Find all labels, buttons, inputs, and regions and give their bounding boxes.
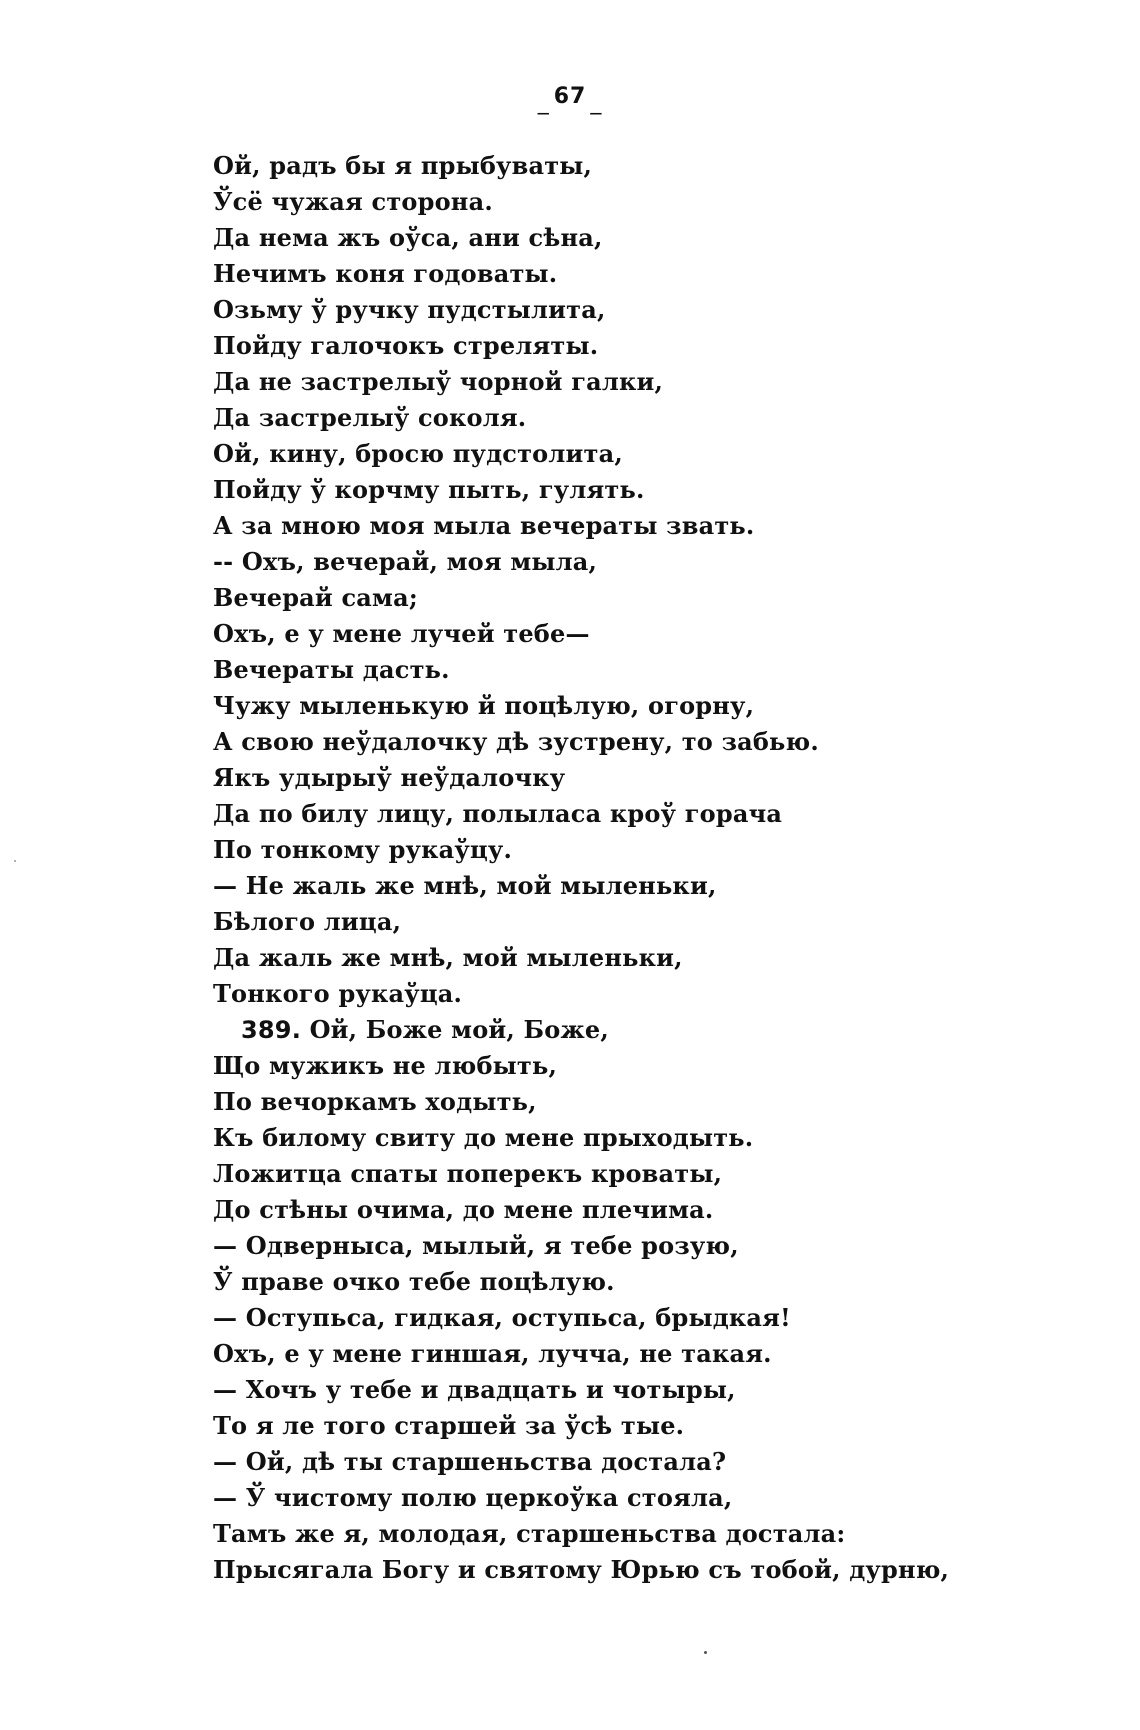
poem-text [213, 148, 1093, 1588]
poem-line: Що мужикъ не любыть, [213, 1051, 558, 1080]
poem-line: Бѣлого лица, [213, 907, 402, 936]
poem-line: Да нема жъ оўса, ани сѣна, [213, 223, 603, 252]
poem-line: Да не застрелыў чорной галки, [213, 367, 664, 396]
page-number-value: 67 [553, 84, 587, 109]
poem-line: Ой, кину, бросю пудстолита, [213, 439, 623, 468]
poem-line: -- Охъ, вечерай, моя мыла, [213, 547, 598, 576]
poem-line: То я ле того старшей за ўсѣ тые. [213, 1411, 685, 1440]
paper-speck [14, 860, 16, 862]
paper-speck [704, 1651, 707, 1654]
page-number-dash-right: _ [590, 90, 603, 115]
poem-line: — Ў чистому полю церкоўка стояла, [213, 1483, 733, 1512]
poem-line: Ой, радъ бы я прыбуваты, [213, 151, 593, 180]
poem-line: — Ой, дѣ ты старшеньства достала? [213, 1447, 727, 1476]
poem-line: — Хочъ у тебе и двадцать и чотыры, [213, 1375, 736, 1404]
poem-line: По вечоркамъ ходыть, [213, 1087, 537, 1116]
poem-line: Пойду ў корчму пыть, гулять. [213, 475, 645, 504]
section-first-line: Ой, Боже мой, Боже, [309, 1015, 609, 1044]
poem-line: А за мною моя мыла вечераты звать. [213, 511, 755, 540]
poem-line: Вечераты дасть. [213, 655, 450, 684]
page-number [0, 84, 1140, 115]
poem-line: А свою неўдалочку дѣ зустрену, то забью. [213, 727, 819, 756]
poem-line: Къ билому свиту до мене прыходыть. [213, 1123, 754, 1152]
poem-line: Ў праве очко тебе поцѣлую. [213, 1267, 615, 1296]
poem-line: Чужу мыленькую й поцѣлую, огорну, [213, 691, 755, 720]
poem-line: Тамъ же я, молодая, старшеньства достала: [213, 1519, 846, 1548]
section-heading-line [213, 1012, 1093, 1048]
poem-line: Охъ, е у мене гиншая, лучча, не такая. [213, 1339, 772, 1368]
poem-line: — Не жаль же мнѣ, мой мыленьки, [213, 871, 717, 900]
section-number: 389. [241, 1016, 302, 1044]
poem-line: Да жаль же мнѣ, мой мыленьки, [213, 943, 683, 972]
poem-line: По тонкому рукаўцу. [213, 835, 513, 864]
poem-line: Вечерай сама; [213, 583, 418, 612]
poem-line: Нечимъ коня годоваты. [213, 259, 558, 288]
poem-line: Ложитца спаты поперекъ кроваты, [213, 1159, 723, 1188]
poem-line: До стѣны очима, до мене плечима. [213, 1195, 714, 1224]
poem-line: Тонкого рукаўца. [213, 979, 463, 1008]
poem-line: — Одверныса, мылый, я тебе розую, [213, 1231, 739, 1260]
poem-line: Охъ, е у мене лучей тебе— [213, 619, 590, 648]
poem-line: Ўсё чужая сторона. [213, 187, 493, 216]
poem-line: Пойду галочокъ стреляты. [213, 331, 599, 360]
poem-line: Да по билу лицу, полыласа кроў горача [213, 799, 783, 828]
poem-line: Озьму ў ручку пудстылита, [213, 295, 606, 324]
poem-line: — Оступьса, гидкая, оступьса, брыдкая! [213, 1303, 791, 1332]
poem-line: Якъ удырыў неўдалочку [213, 763, 566, 792]
page-number-dash-left: _ [537, 90, 550, 115]
poem-line: Прысягала Богу и святому Юрью съ тобой, дурню, [213, 1555, 950, 1584]
poem-line: Да застрелыў соколя. [213, 403, 527, 432]
